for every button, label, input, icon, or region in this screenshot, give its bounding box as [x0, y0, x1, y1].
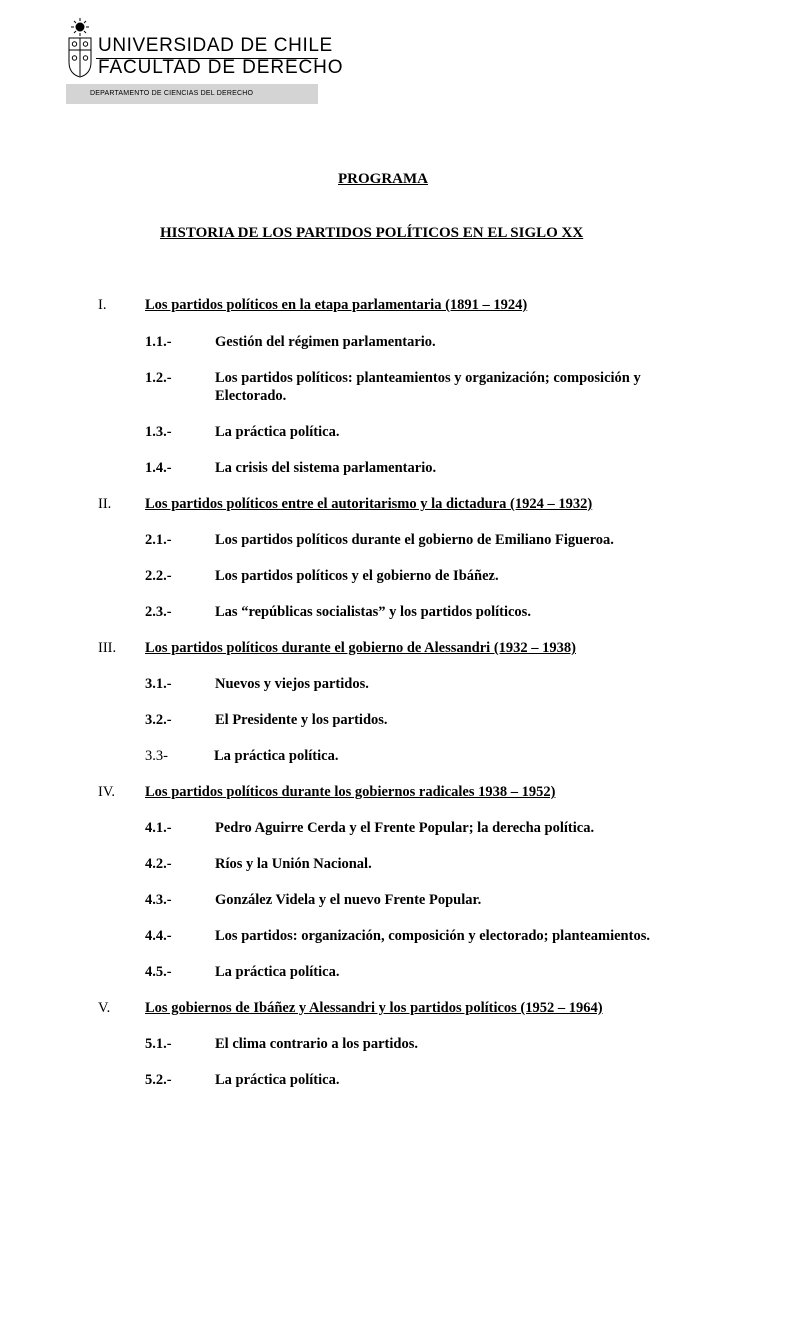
section-number: III. — [98, 640, 117, 656]
item-text: La práctica política. — [215, 964, 340, 980]
section-title: Los partidos políticos durante el gobierno de Alessandri (1932 – 1938) — [145, 640, 576, 656]
item-number: 1.1.- — [145, 334, 172, 350]
item-text: La crisis del sistema parlamentario. — [215, 460, 437, 476]
university-name: UNIVERSIDAD DE CHILE — [98, 35, 333, 56]
section-title: Los partidos políticos durante los gobiernos radicales 1938 – 1952) — [145, 784, 556, 800]
department-name: DEPARTAMENTO DE CIENCIAS DEL DERECHO — [66, 84, 318, 104]
item-text: Los partidos políticos y el gobierno de Ibáñez. — [215, 568, 499, 584]
item-text: Las “repúblicas socialistas” y los partidos políticos. — [215, 604, 531, 620]
item-number: 3.2.- — [145, 712, 172, 728]
item-number: 1.4.- — [145, 460, 172, 476]
item-number: 3.1.- — [145, 676, 172, 692]
item-number: 1.2.- — [145, 370, 172, 386]
section-heading — [98, 296, 527, 314]
item-number: 2.1.- — [145, 532, 172, 548]
section-title: Los partidos políticos entre el autoritarismo y la dictadura (1924 – 1932) — [145, 496, 593, 512]
item-text: González Videla y el nuevo Frente Popular. — [215, 892, 482, 908]
faculty-name: FACULTAD DE DERECHO — [98, 57, 344, 78]
item-number: 4.1.- — [145, 820, 172, 836]
section-number: I. — [98, 297, 107, 313]
item-text: El clima contrario a los partidos. — [215, 1036, 418, 1052]
item-text: Los partidos: organización, composición y electorado; planteamientos. — [215, 928, 650, 944]
item-number: 4.5.- — [145, 964, 172, 980]
section-heading — [98, 639, 576, 657]
item-number: 4.3.- — [145, 892, 172, 908]
section-title: Los partidos políticos en la etapa parlamentaria (1891 – 1924) — [145, 297, 528, 313]
item-text: Pedro Aguirre Cerda y el Frente Popular; la derecha política. — [215, 820, 595, 836]
section-number: V. — [98, 1000, 111, 1016]
item-text: Ríos y la Unión Nacional. — [215, 856, 372, 872]
item-number: 2.2.- — [145, 568, 172, 584]
document-title: PROGRAMA — [338, 171, 428, 187]
item-number: 5.2.- — [145, 1072, 172, 1088]
section-title: Los gobiernos de Ibáñez y Alessandri y los partidos políticos (1952 – 1964) — [145, 1000, 603, 1016]
document-subtitle: HISTORIA DE LOS PARTIDOS POLÍTICOS EN EL SIGLO XX — [160, 225, 584, 241]
letterhead — [66, 18, 344, 104]
section-number: IV. — [98, 784, 116, 800]
item-number: 4.4.- — [145, 928, 172, 944]
item-number: 4.2.- — [145, 856, 172, 872]
item-text: La práctica política. — [215, 1072, 340, 1088]
university-crest-icon — [66, 18, 94, 78]
item-text: La práctica política. — [215, 424, 340, 440]
item-text: La práctica política. — [214, 748, 339, 764]
section-heading — [98, 783, 555, 801]
item-number: 1.3.- — [145, 424, 172, 440]
item-text: Nuevos y viejos partidos. — [215, 676, 369, 692]
item-text: Gestión del régimen parlamentario. — [215, 334, 436, 350]
section-heading — [98, 999, 603, 1017]
section-number: II. — [98, 496, 112, 512]
item-text: Los partidos políticos: planteamientos y organización; composición y Electorado. — [215, 370, 641, 404]
item-text: El Presidente y los partidos. — [215, 712, 388, 728]
item-number: 2.3.- — [145, 604, 172, 620]
item-text: Los partidos políticos durante el gobierno de Emiliano Figueroa. — [215, 532, 614, 548]
section-heading — [98, 495, 592, 513]
item-number: 5.1.- — [145, 1036, 172, 1052]
item-number: 3.3- — [145, 748, 168, 764]
